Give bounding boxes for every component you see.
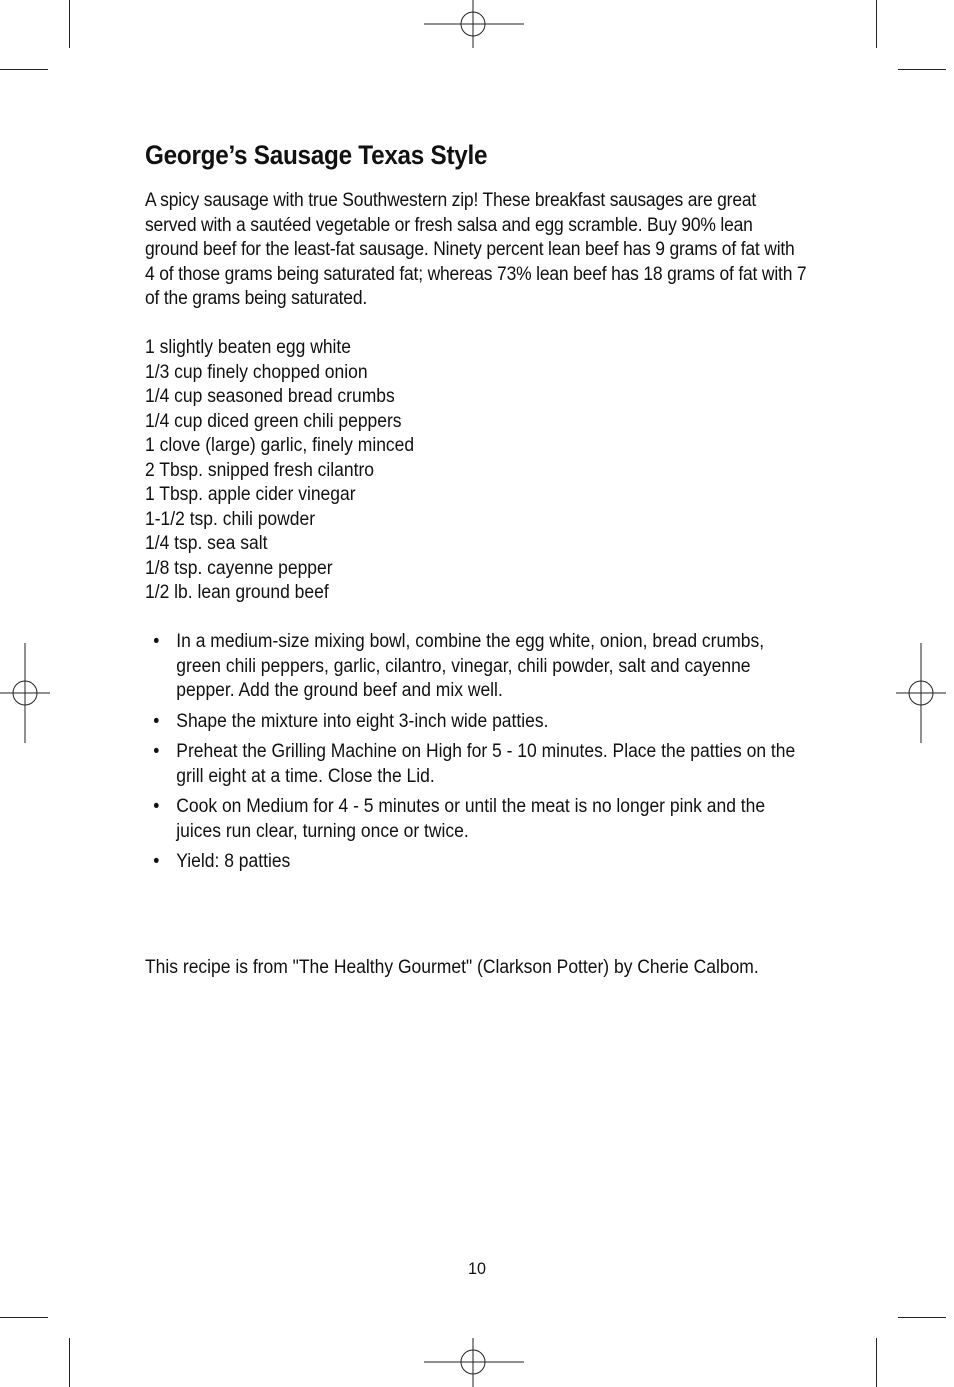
recipe-intro: A spicy sausage with true Southwestern zip! These breakfast sausages are great served with a sautéed vegetable or fresh salsa and egg scramble. Buy 90% lean ground beef for the least-fat sausage. Ninety percent lean beef has 9 grams of fat with 4 of those grams being saturated fat; whereas 73% lean beef has 18 grams of fat with 7 of the grams being saturated. <box>145 190 807 309</box>
registration-mark-top-icon <box>424 0 524 48</box>
instruction-step <box>145 710 807 735</box>
ingredient-item: 1/4 cup diced green chili peppers <box>145 410 402 432</box>
instruction-list <box>145 630 807 875</box>
instruction-text: In a medium-size mixing bowl, combine the egg white, onion, bread crumbs, green chili peppers, garlic, cilantro, vinegar, chili powder, salt and cayenne pepper. Add the ground beef and mix well. <box>176 631 765 701</box>
registration-mark-right-icon <box>896 643 946 743</box>
ingredient-item: 1 clove (large) garlic, finely minced <box>145 435 415 456</box>
instruction-text: Shape the mixture into eight 3-inch wide patties. <box>176 710 549 732</box>
crop-mark-top-right-vertical <box>876 0 877 48</box>
ingredient-item: 1/4 tsp. sea salt <box>145 533 268 554</box>
instruction-step <box>145 740 807 789</box>
bullet-icon: • <box>153 741 160 762</box>
ingredient-item: 2 Tbsp. snipped fresh cilantro <box>145 459 374 481</box>
page-number: 10 <box>468 1259 486 1278</box>
recipe-title: George’s Sausage Texas Style <box>145 140 488 170</box>
ingredient-list <box>145 336 807 606</box>
registration-mark-bottom-icon <box>424 1338 524 1387</box>
crop-mark-top-right-horizontal <box>898 69 946 70</box>
crop-mark-top-left-vertical <box>69 0 70 48</box>
instruction-step <box>145 795 807 844</box>
instruction-text: Cook on Medium for 4 - 5 minutes or until the meat is no longer pink and the juices run clear, turning once or twice. <box>176 796 766 842</box>
ingredient-item: 1/3 cup finely chopped onion <box>145 361 368 383</box>
crop-mark-bottom-left-vertical <box>69 1338 70 1387</box>
instruction-text: Preheat the Grilling Machine on High for 5 - 10 minutes. Place the patties on the grill eight at a time. Close the Lid. <box>176 741 796 787</box>
instruction-step <box>145 850 807 875</box>
instruction-text: Yield: 8 patties <box>176 851 291 872</box>
crop-mark-top-left-horizontal <box>0 69 48 70</box>
ingredient-item: 1-1/2 tsp. chili powder <box>145 508 316 530</box>
bullet-icon: • <box>153 851 160 872</box>
ingredient-item: 1 Tbsp. apple cider vinegar <box>145 484 356 505</box>
crop-mark-bottom-left-horizontal <box>0 1317 48 1318</box>
registration-mark-left-icon <box>0 643 50 743</box>
recipe-content <box>145 138 810 881</box>
bullet-icon: • <box>153 710 160 732</box>
ingredient-item: 1/8 tsp. cayenne pepper <box>145 557 333 579</box>
ingredient-item: 1/4 cup seasoned bread crumbs <box>145 386 395 407</box>
ingredient-item: 1/2 lb. lean ground beef <box>145 582 329 603</box>
crop-mark-bottom-right-vertical <box>876 1338 877 1387</box>
recipe-source-note: This recipe is from "The Healthy Gourmet" (Clarkson Potter) by Cherie Calbom. <box>145 957 759 978</box>
bullet-icon: • <box>153 631 160 652</box>
instruction-step <box>145 630 807 704</box>
crop-mark-bottom-right-horizontal <box>898 1317 946 1318</box>
ingredient-item: 1 slightly beaten egg white <box>145 337 352 358</box>
bullet-icon: • <box>153 796 160 817</box>
